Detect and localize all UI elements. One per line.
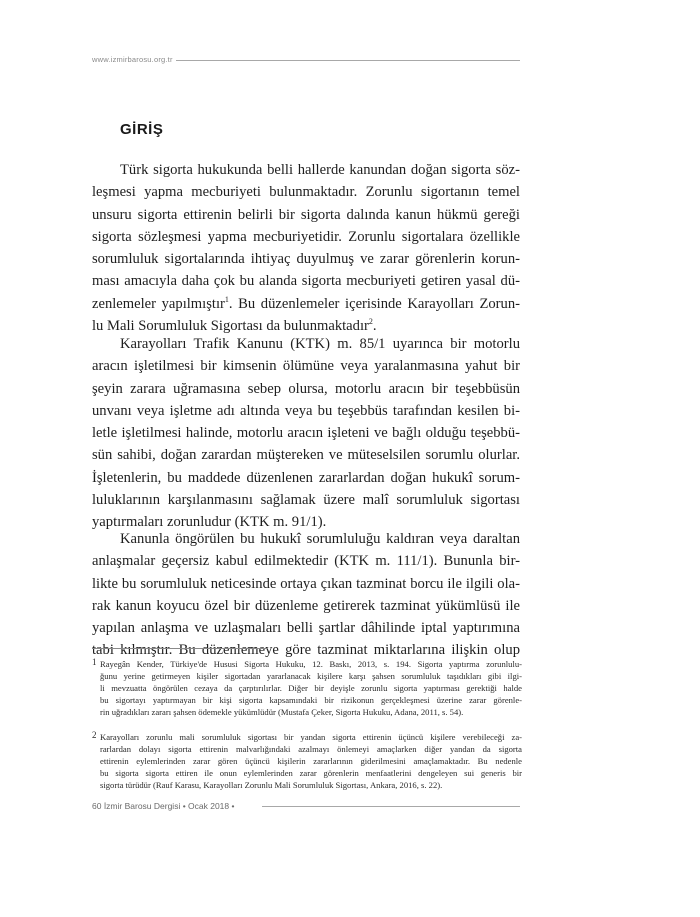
paragraph-2 xyxy=(92,333,520,534)
text-line: Türk sigorta hukukunda belli hallerde kanundan doğan sigorta söz- xyxy=(120,162,520,178)
header-url: www.izmirbarosu.org.tr xyxy=(92,55,173,64)
text-line: yapılan anlaşma ve uzlaşmaları belli şartlar dâhilinde iptal yaptırımına xyxy=(92,620,520,637)
text-line: luluklarının karşılanmasını sağlamak üzere malî sorumluluk sigortası xyxy=(92,492,520,509)
paragraph-1 xyxy=(92,159,520,337)
footnote-line: ettirenin eylemlerinden zarar gören üçüncü kişilerin zararlarının giderilmesini amaçlamaktadır. Bu nedenle xyxy=(100,756,522,767)
text-segment: zenlemeler yapılmıştır xyxy=(92,295,225,312)
text-segment: . Bu düzenlemeler içerisinde Karayolları Zorun- xyxy=(228,295,520,312)
text-segment: lu Mali Sorumluluk Sigortası da bulunmaktadır xyxy=(92,318,369,335)
text-line: rak kanun koyucu özel bir düzenleme getirerek tazminat yükümlüsü ile xyxy=(92,597,520,614)
footnote-line: Karayolları zorunlu mali sorumluluk sigortası bir yandan sigorta ettirenin üçüncü kişilere verebileceği za- xyxy=(100,732,522,742)
text-line: şeyin zarara uğramasına sebep olursa, motorlu aracın bir teşebbüsün xyxy=(92,380,520,397)
text-line: Karayolları Trafik Kanunu (KTK) m. 85/1 uyarınca bir motorlu xyxy=(120,336,520,352)
text-line: letle işletilmesi halinde, motorlu aracın işleteni ve bağlı olduğu teşebbü- xyxy=(92,425,520,442)
text-line: İşletenlerin, bu maddede düzenlenen zararlardan doğan hukukî sorum- xyxy=(92,469,520,486)
footnote-2 xyxy=(92,731,522,791)
section-heading: GİRİŞ xyxy=(120,121,164,138)
text-line: sorumluluk sigortalarında ihtiyaç duyulmuş ve zarar görenlerin korun- xyxy=(92,251,520,268)
footnote-line: li mevzuatta öngörülen cezaya da çarptırılırlar. Diğer bir deyişle zorunlu sigorta yaptırması gerektiği halde xyxy=(100,683,522,694)
footnote-line: rarlardan dolayı sigorta ettirenin malvarlığındaki azalmayı önlemeyi amaçlarken diğer yandan da sigorta xyxy=(100,744,522,755)
text-line: sün sahibi, doğan zarardan müştereken ve müteselsilen sorumlu olurlar. xyxy=(92,447,520,464)
footnote-line: sigorta türüdür (Rauf Karasu, Karayolları Zorunlu Mali Sorumluluk Sigortası, Ankara, 2016, s. 22). xyxy=(100,780,443,791)
text-line: Kanunla öngörülen bu hukukî sorumluluğu kaldıran veya daraltan xyxy=(120,531,520,547)
footnote-number: 1 xyxy=(92,657,97,667)
page-footer: 60 İzmir Barosu Dergisi • Ocak 2018 • xyxy=(92,801,235,811)
footnote-line: rin uğradıkları zararı şahsen ödemekle yükümlüdür (Mustafa Çeker, Sigorta Hukuku, Adana, 2011, s. 54). xyxy=(100,707,464,718)
footnote-line: ğunu yerine getirmeyen kişiler sigortadan yararlanacak kişilere karşı şahsen sorumluluk taşıdıkları gibi ilgi- xyxy=(100,671,522,682)
footnote-rule xyxy=(92,648,268,649)
text-line: tabi kılmıştır. Bu düzenlemeye göre tazminat miktarlarına ilişkin olup xyxy=(92,642,520,659)
text-line: unsuru sigorta ettirenin belirli bir sigorta dalında kanun hükmü gereği xyxy=(92,206,520,223)
text-line: sigorta sözleşmesi yapma mecburiyetidir. Zorunlu sigortalara özellikle xyxy=(92,228,520,245)
text-segment: . xyxy=(372,318,377,335)
footnote-line: bu sigortayı yaptırmayan bir kişi sigorta kapsamındaki bir rizikonun gerçekleşmesi üzerine zarar görenle- xyxy=(100,695,522,706)
text-line: leşmesi yapma mecburiyeti bulunmaktadır. Zorunlu sigortanın temel xyxy=(92,184,520,201)
text-line: aracın işletilmesi bir kimsenin ölümüne veya yaralanmasına yahut bir xyxy=(92,358,520,375)
footnote-1 xyxy=(92,658,522,718)
header-rule xyxy=(176,60,520,61)
text-line: unvanı veya işletme adı altında veya bu teşebbüs tarafından kesilen bi- xyxy=(92,402,520,419)
footer-rule xyxy=(262,806,520,807)
text-line xyxy=(92,293,520,315)
footnote-ref-2[interactable]: 2 xyxy=(368,317,373,327)
footnote-ref-1[interactable]: 1 xyxy=(224,294,229,304)
paragraph-3 xyxy=(92,528,520,662)
footnote-line: bu sigorta sigorta ettiren ile onun eylemlerinden zarar görenlerin menfaatlerini dengeleyen sui generis bir xyxy=(100,768,522,779)
text-line: ması amacıyla daha çok bu alanda sigorta mecburiyeti getiren yasal dü- xyxy=(92,273,520,290)
footnote-line: Rayegân Kender, Türkiye'de Hususi Sigorta Hukuku, 12. Baskı, 2013, s. 194. Sigorta yaptırma zorunlulu- xyxy=(100,659,522,669)
text-line: yaptırmaları zorunludur (KTK m. 91/1). xyxy=(92,514,327,531)
text-line: anlaşmalar geçersiz kabul edilmektedir (KTK m. 111/1). Bununla bir- xyxy=(92,553,520,570)
footnote-number: 2 xyxy=(92,730,97,740)
text-line: likte bu sorumluluk neticesinde ortaya çıkan tazminat borcu ile ilgili ola- xyxy=(92,575,520,592)
